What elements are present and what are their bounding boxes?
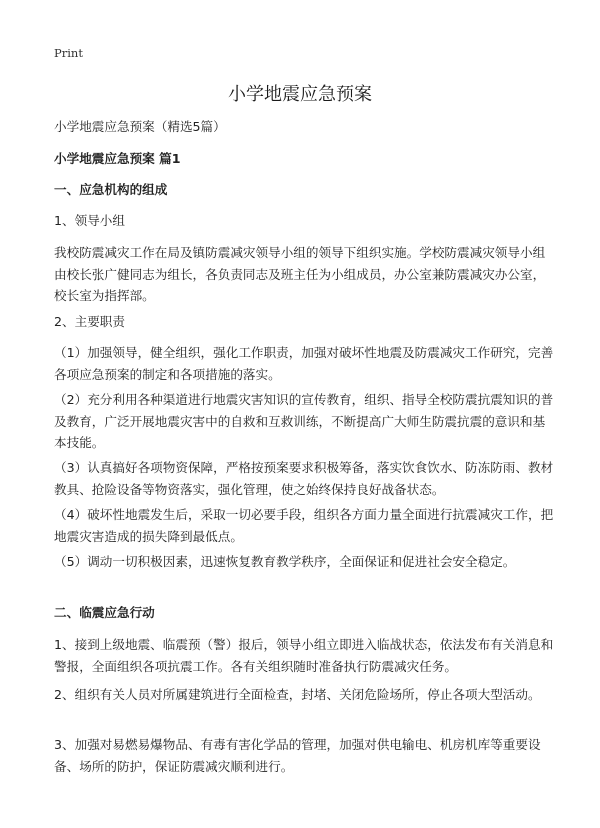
duty-paragraph: （2）充分利用各种渠道进行地震灾害知识的宣传教育，组织、指导全校防震抗震知识的普及教育，广泛开展地震灾害中的自救和互救训练，不断提高广大师生防震抗震的意识和基本技能。 [54,392,554,450]
duty-paragraph: （1）加强领导，健全组织，强化工作职责，加强对破坏性地震及防震减灾工作研究，完善各项应急预案的制定和各项措施的落实。 [54,345,554,382]
section-heading: 小学地震应急预案 篇1 [54,151,181,166]
page-title: 小学地震应急预案 [228,84,372,105]
action-paragraph: 1、接到上级地震、临震预（警）报后，领导小组立即进入临战状态，依法发布有关消息和警报，全面组织各项抗震工作。各有关组织随时准备执行防震减灾任务。 [54,637,554,674]
action-paragraph: 2、组织有关人员对所属建筑进行全面检查，封堵、关闭危险场所，停止各项大型活动。 [54,687,541,702]
part1-heading: 一、应急机构的组成 [54,182,168,197]
action-paragraph: 3、加强对易燃易爆物品、有毒有害化学品的管理，加强对供电输电、机房机库等重要设备、场所的防护，保证防震减灾顺利进行。 [54,737,541,774]
print-link[interactable]: Print [54,46,83,60]
document-subtitle: 小学地震应急预案（精选5篇） [54,119,226,134]
duty-paragraph: （3）认真搞好各项物资保障，严格按预案要求积极筹备，落实饮食饮水、防冻防雨、教材教具、抢险设备等物资落实，强化管理，使之始终保持良好战备状态。 [54,460,554,497]
item2-label: 2、主要职责 [54,314,125,329]
item1-label: 1、领导小组 [54,213,125,228]
item1-paragraph: 我校防震减灾工作在局及镇防震减灾领导小组的领导下组织实施。学校防震减灾领导小组由校长张广健同志为组长，各负责同志及班主任为小组成员，办公室兼防震减灾办公室，校长室为指挥部。 [54,245,546,303]
part2-heading: 二、临震应急行动 [54,605,155,620]
duty-paragraph: （4）破坏性地震发生后，采取一切必要手段，组织各方面力量全面进行抗震减灾工作，把地震灾害造成的损失降到最低点。 [54,507,554,544]
duty-paragraph: （5）调动一切积极因素，迅速恢复教育教学秩序，全面保证和促进社会安全稳定。 [54,554,516,569]
